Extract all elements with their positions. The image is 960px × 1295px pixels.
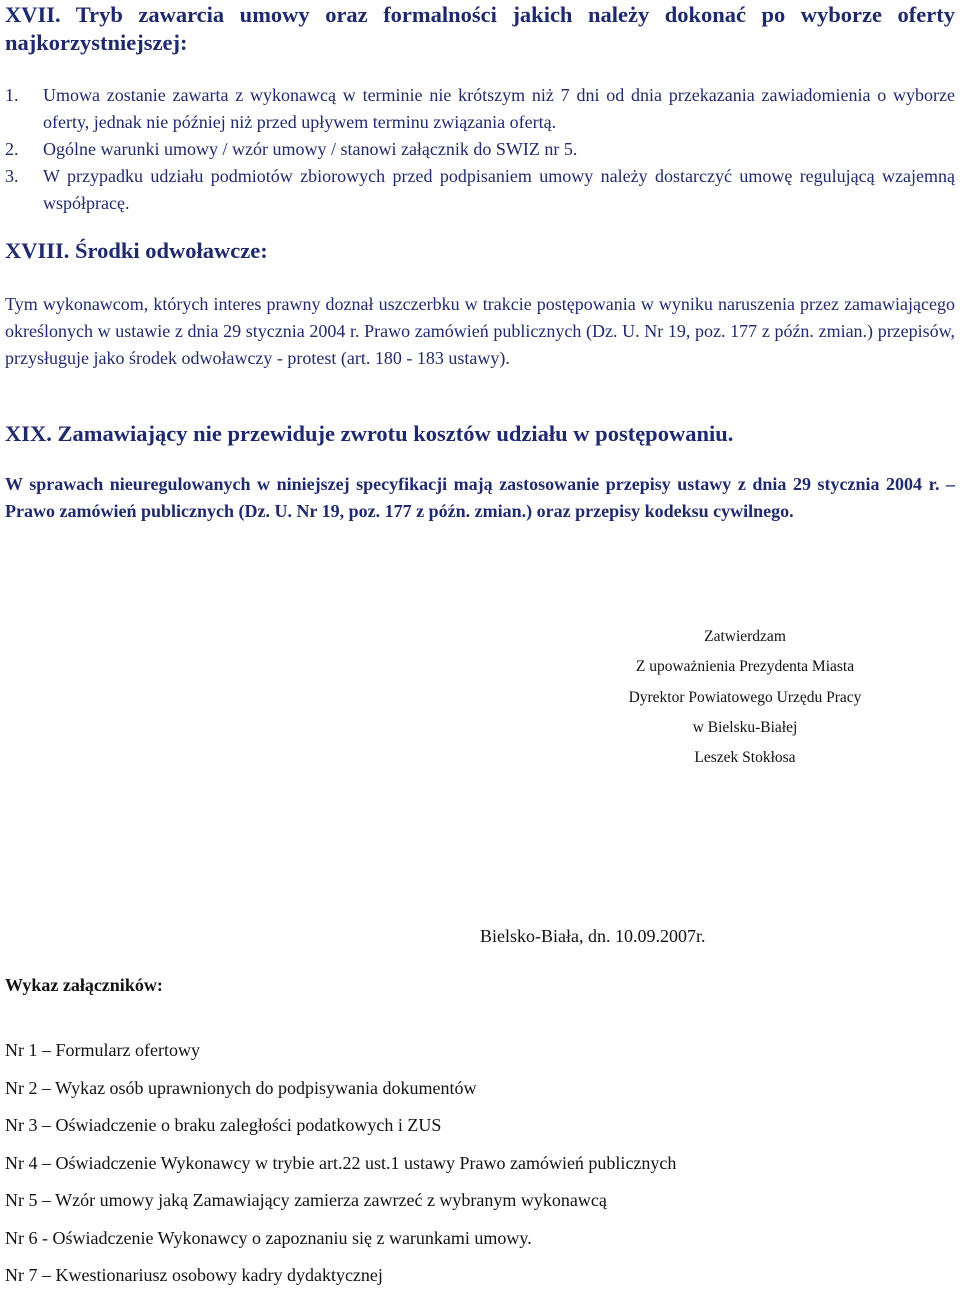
- signature-line: w Bielsku-Białej: [692, 719, 798, 736]
- place-date: Bielsko-Biała, dn. 10.09.2007r.: [480, 926, 706, 946]
- attachment-item: Nr 5 – Wzór umowy jaką Zamawiający zamierza zawrzeć z wybranym wykonawcą: [5, 1190, 607, 1210]
- section-xvii: [5, 0, 955, 57]
- attachment-item: Nr 4 – Oświadczenie Wykonawcy w trybie art.22 ust.1 ustawy Prawo zamówień publicznych: [5, 1152, 677, 1173]
- section-text-xix: W sprawach nieuregulowanych w niniejszej specyfikacji mają zastosowanie przepisy ustawy z dnia 29 stycznia 2004 r. – Prawo zamówień publicznych (Dz. U. Nr 19, poz. 177 z późn. zmian.) oraz przepisy kodeksu cywilnego.: [5, 474, 955, 521]
- attachment-item: Nr 3 – Oświadczenie o braku zaległości podatkowych i ZUS: [5, 1115, 442, 1135]
- section-heading-xvii: XVII. Tryb zawarcia umowy oraz formalności jakich należy dokonać po wyborze oferty najkorzystniejszej:: [5, 2, 955, 55]
- list-item-number: 1.: [5, 85, 19, 105]
- list-item-text: W przypadku udziału podmiotów zbiorowych przed podpisaniem umowy należy dostarczyć umowę regulującą wzajemną współpracę.: [43, 166, 955, 213]
- list-item: [5, 163, 955, 217]
- section-heading-xviii: XVIII. Środki odwoławcze:: [5, 238, 268, 263]
- attachments-title: Wykaz załączników:: [5, 975, 163, 995]
- signature-line: Leszek Stokłosa: [694, 749, 796, 766]
- attachments-list: [5, 1032, 676, 1295]
- attachment-item: Nr 7 – Kwestionariusz osobowy kadry dydaktycznej: [5, 1265, 383, 1285]
- numbered-list-xvii: [5, 82, 955, 217]
- list-item: [5, 82, 955, 136]
- signature-line: Z upoważnienia Prezydenta Miasta: [635, 658, 855, 675]
- signature-line: Zatwierdzam: [704, 628, 786, 645]
- attachment-item: Nr 6 - Oświadczenie Wykonawcy o zapoznaniu się z warunkami umowy.: [5, 1227, 532, 1248]
- section-text-xviii: Tym wykonawcom, których interes prawny doznał uszczerbku w trakcie postępowania w wyniku naruszenia przez zamawiającego określonych w ustawie z dnia 29 stycznia 2004 r. Prawo zamówień publicznych (Dz. U. Nr 19, poz. 177 z późn. zmian.) przepisów, przysługuje jako środek odwoławczy - protest (art. 180 - 183 ustawy).: [5, 294, 955, 368]
- list-item-number: 2.: [5, 139, 19, 159]
- list-item: [5, 136, 955, 163]
- list-item-text: Umowa zostanie zawarta z wykonawcą w terminie nie krótszym niż 7 dni od dnia przekazania zawiadomienia o wyborze oferty, jednak nie później niż przed upływem terminu związania ofertą.: [43, 85, 955, 132]
- list-item-text: Ogólne warunki umowy / wzór umowy / stanowi załącznik do SWIZ nr 5.: [43, 139, 578, 159]
- list-item-number: 3.: [5, 166, 19, 186]
- section-heading-xix: XIX. Zamawiający nie przewiduje zwrotu kosztów udziału w postępowaniu.: [5, 421, 734, 446]
- attachment-item: Nr 1 – Formularz ofertowy: [5, 1040, 200, 1060]
- signature-line: Dyrektor Powiatowego Urzędu Pracy: [628, 689, 862, 706]
- attachment-item: Nr 2 – Wykaz osób uprawnionych do podpisywania dokumentów: [5, 1077, 477, 1098]
